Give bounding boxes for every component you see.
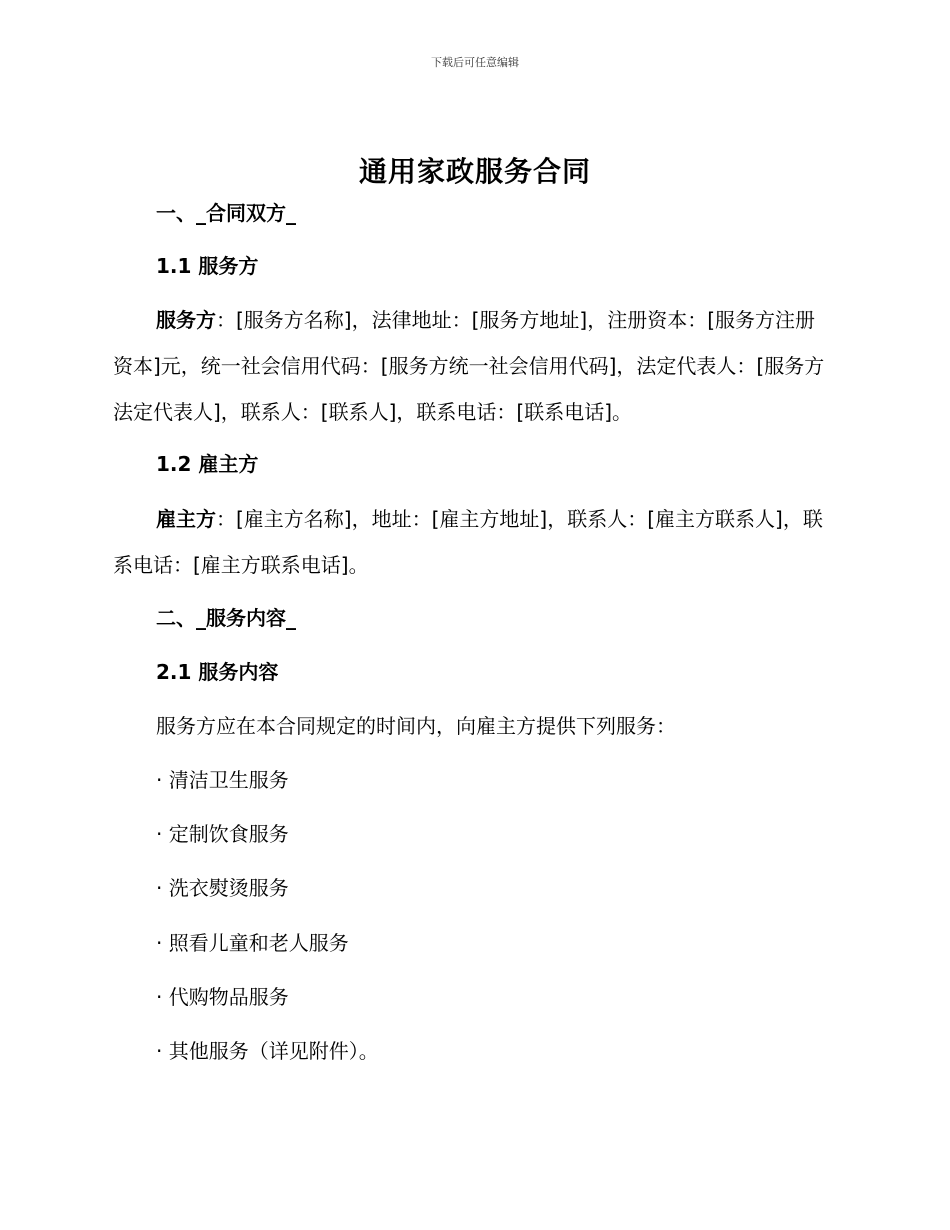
service-provider-paragraph [113,297,833,435]
employer-label: 雇主方 [156,507,216,531]
header-note: 下载后可任意编辑 [431,56,519,69]
section-1-2-heading: 1.2 雇主方 [156,452,259,476]
services-intro: 服务方应在本合同规定的时间内，向雇主方提供下列服务： [156,714,676,738]
service-list-item: · 其他服务（详见附件）。 [156,1039,379,1063]
service-list-item: · 洗衣熨烫服务 [156,876,289,900]
document-title: 通用家政服务合同 [358,155,591,188]
section-2-1-heading: 2.1 服务内容 [156,660,279,684]
section-2-heading: 二、_服务内容_ [156,606,296,630]
section-1-1-heading: 1.1 服务方 [156,254,259,278]
service-list-item: · 照看儿童和老人服务 [156,931,349,955]
section-1-heading: 一、_合同双方_ [156,201,296,225]
employer-paragraph [113,496,833,588]
employer-details: ：[雇主方名称]，地址：[雇主方地址]，联系人：[雇主方联系人]，联系电话：[雇主方联系电话]。 [113,507,823,577]
service-list-item: · 代购物品服务 [156,985,289,1009]
service-list-item: · 清洁卫生服务 [156,768,289,792]
service-provider-details: ：[服务方名称]，法律地址：[服务方地址]，注册资本：[服务方注册资本]元，统一社会信用代码：[服务方统一社会信用代码]，法定代表人：[服务方法定代表人]，联系人：[联系人]，联系电话：[联系电话]。 [113,308,825,424]
service-provider-label: 服务方 [156,308,216,332]
service-list-item: · 定制饮食服务 [156,822,289,846]
